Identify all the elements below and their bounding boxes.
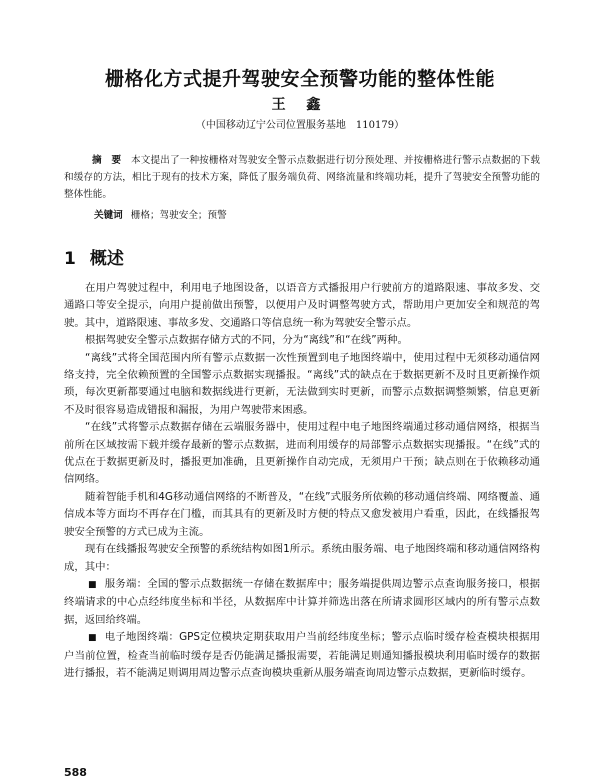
section-number: 1 — [64, 249, 76, 269]
author-name: 王 鑫 — [271, 97, 329, 113]
paragraph: “离线”式将全国范围内所有警示点数据一次性预置到电子地图终端中，使用过程中无须移动通信网络支持，完全依赖预置的全国警示点数据实现播报。“离线”式的缺点在于数据更新不及时且更新操作烦琐，每次更新都要通过电脑和数据线进行更新，无法做到实时更新，而警示点数据调整频繁，信息更新不及时很容易造成错报和漏报，为用户驾驶带来困惑。 — [64, 351, 540, 416]
keywords-text: 栅格；驾驶安全；预警 — [130, 210, 227, 221]
bullet-item — [64, 576, 540, 629]
bullet-square-icon: ■ — [88, 579, 97, 590]
bullet-square-icon: ■ — [88, 633, 97, 644]
bullet-text: 服务端：全国的警示点数据统一存储在数据库中；服务端提供周边警示点查询服务接口，根据终端请求的中心点经纬度坐标和半径，从数据库中计算并筛选出落在所请求圆形区域内的所有警示点数据，返回给终端。 — [64, 577, 540, 626]
section-title: 概述 — [89, 249, 124, 269]
page-number: 588 — [64, 766, 87, 779]
abstract-label: 摘 要 — [92, 155, 122, 166]
paragraph: 在用户驾驶过程中，利用电子地图设备，以语音方式播报用户行驶前方的道路限速、事故多发、交通路口等安全提示，向用户提前做出预警，以便用户及时调整驾驶方式，帮助用户更加安全和规范的驾驶。其中，道路限速、事故多发、交通路口等信息统一称为驾驶安全警示点。 — [64, 282, 540, 329]
paragraph: 现有在线播报驾驶安全预警的系统结构如图1所示。系统由服务端、电子地图终端和移动通信网络构成，其中： — [64, 543, 540, 573]
body-text — [64, 280, 540, 682]
bullet-text: 电子地图终端：GPS定位模块定期获取用户当前经纬度坐标；警示点临时缓存检查模块根据用户当前位置，检查当前临时缓存是否仍能满足播报需要，若能满足则通知播报模块利用临时缓存的数据进行播报，若不能满足则调用周边警示点查询模块重新从服务端查询周边警示点数据，更新临时缓存。 — [64, 631, 540, 679]
paragraph: 随着智能手机和4G移动通信网络的不断普及，“在线”式服务所依赖的移动通信终端、网络覆盖、通信成本等方面均不再存在门槛，而其具有的更新及时方便的特点又愈发被用户看重，因此，在线播报驾驶安全预警的方式已成为主流。 — [64, 490, 540, 538]
paper-title: 栅格化方式提升驾驶安全预警功能的整体性能 — [104, 68, 495, 90]
paragraph: “在线”式将警示点数据存储在云端服务器中，使用过程中电子地图终端通过移动通信网络，根据当前所在区域按需下载并缓存最新的警示点数据，进而利用缓存的局部警示点数据实现播报。“在线”式的优点在于数据更新及时，播报更加准确，且更新操作自动完成，无须用户干预；缺点则在于依赖移动通信网络。 — [64, 421, 540, 486]
abstract — [64, 152, 540, 203]
keywords — [94, 207, 540, 221]
keywords-label: 关键词 — [94, 210, 123, 221]
paragraph: 根据驾驶安全警示点数据存储方式的不同，分为“离线”和“在线”两种。 — [85, 334, 408, 347]
abstract-text: 本文提出了一种按栅格对驾驶安全警示点数据进行切分预处理、并按栅格进行警示点数据的下载和缓存的方法，相比于现有的技术方案，降低了服务端负荷、网络流量和终端功耗，提升了驾驶安全预警功能的整体性能。 — [64, 155, 541, 200]
section-heading — [64, 244, 124, 269]
bullet-item — [64, 629, 540, 682]
affiliation: （中国移动辽宁公司位置服务基地 110179） — [195, 120, 405, 131]
